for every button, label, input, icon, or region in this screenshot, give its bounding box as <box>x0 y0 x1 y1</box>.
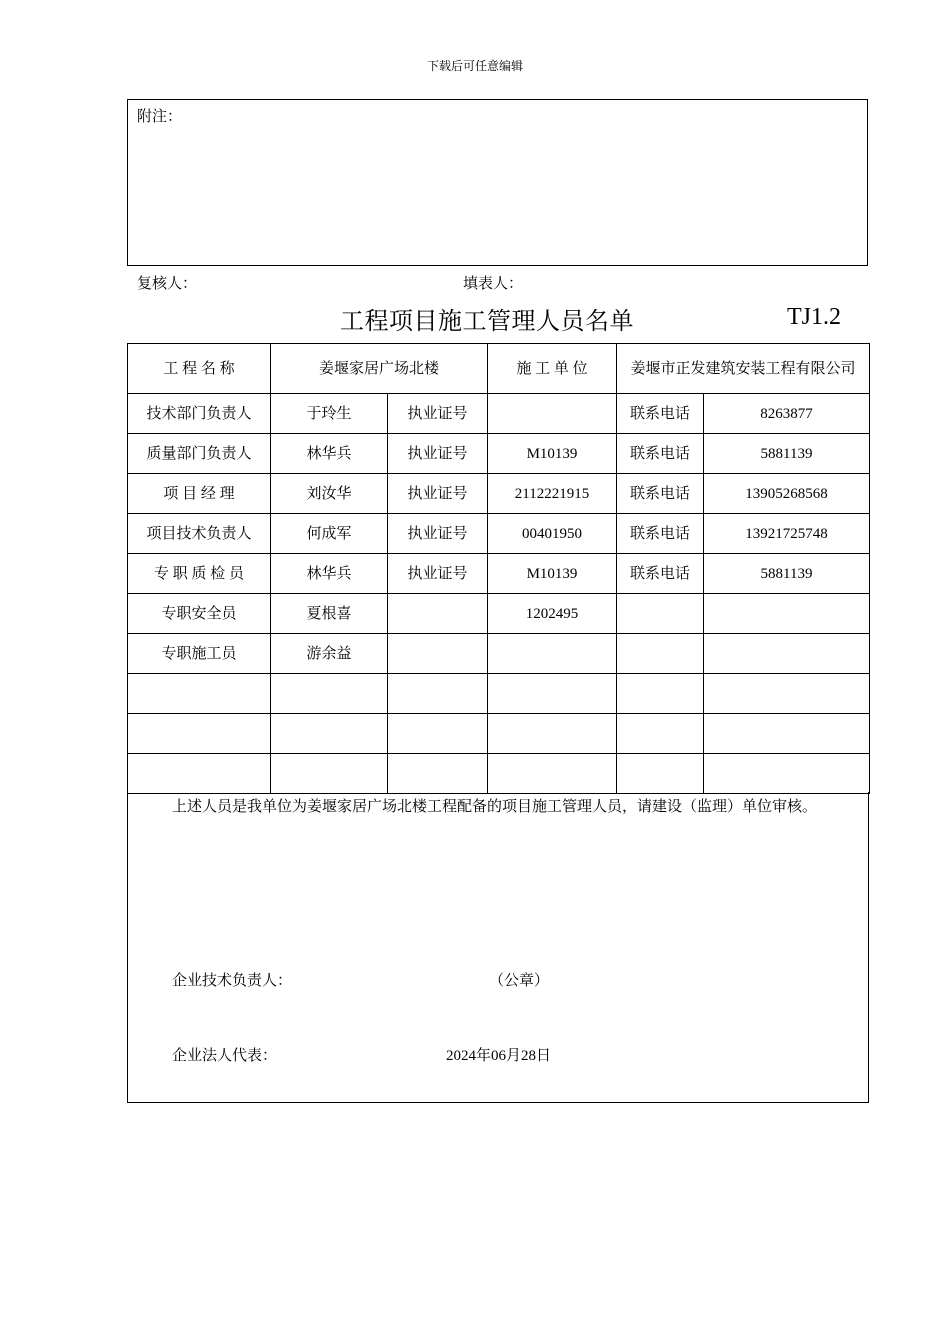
seal-label: （公章） <box>489 973 550 989</box>
phone-label-cell <box>617 754 704 794</box>
phone-label-cell <box>617 594 704 634</box>
phone-label-cell <box>617 674 704 714</box>
reviewer-label: 复核人： <box>137 276 198 292</box>
statement-box <box>127 792 869 1103</box>
table-row <box>128 394 870 434</box>
phone-label-cell: 联系电话 <box>617 434 704 474</box>
form-code: TJ1.2 <box>787 304 841 330</box>
role-cell: 项 目 经 理 <box>128 474 271 514</box>
name-cell: 林华兵 <box>271 434 388 474</box>
page-title: 工程项目施工管理人员名单 <box>340 309 634 335</box>
role-cell: 专 职 质 检 员 <box>128 554 271 594</box>
table-row <box>128 554 870 594</box>
cert-label-cell: 执业证号 <box>388 554 488 594</box>
cert-label-cell <box>388 674 488 714</box>
cert-number-cell <box>488 674 617 714</box>
table-row <box>128 594 870 634</box>
cert-number-cell <box>488 714 617 754</box>
cert-number-cell: 2112221915 <box>488 474 617 514</box>
phone-cell <box>704 634 870 674</box>
cert-number-cell <box>488 634 617 674</box>
cert-number-cell: M10139 <box>488 554 617 594</box>
signing-date: 2024年06月28日 <box>446 1048 552 1064</box>
cert-label-cell <box>388 594 488 634</box>
table-row <box>128 714 870 754</box>
phone-label-cell <box>617 634 704 674</box>
phone-cell <box>704 594 870 634</box>
role-cell: 专职安全员 <box>128 594 271 634</box>
table-row <box>128 674 870 714</box>
table-row <box>128 634 870 674</box>
notes-box <box>127 99 868 266</box>
phone-cell <box>704 754 870 794</box>
cert-label-cell <box>388 754 488 794</box>
cert-number-cell: 00401950 <box>488 514 617 554</box>
table-row <box>128 474 870 514</box>
project-name-label: 工 程 名 称 <box>128 344 271 394</box>
filler-label: 填表人： <box>463 276 524 292</box>
construction-unit-label: 施 工 单 位 <box>488 344 617 394</box>
cert-label-cell: 执业证号 <box>388 394 488 434</box>
header-note: 下载后可任意编辑 <box>426 59 523 73</box>
role-cell <box>128 754 271 794</box>
name-cell: 刘汝华 <box>271 474 388 514</box>
phone-cell: 5881139 <box>704 554 870 594</box>
phone-label-cell: 联系电话 <box>617 394 704 434</box>
personnel-table <box>127 343 870 794</box>
phone-cell: 5881139 <box>704 434 870 474</box>
phone-label-cell: 联系电话 <box>617 554 704 594</box>
table-row <box>128 434 870 474</box>
cert-label-cell <box>388 634 488 674</box>
role-cell: 专职施工员 <box>128 634 271 674</box>
name-cell: 游余益 <box>271 634 388 674</box>
cert-number-cell <box>488 754 617 794</box>
cert-label-cell: 执业证号 <box>388 474 488 514</box>
cert-number-cell <box>488 394 617 434</box>
role-cell <box>128 674 271 714</box>
name-cell <box>271 674 388 714</box>
project-row <box>128 344 870 394</box>
phone-cell <box>704 714 870 754</box>
table-row <box>128 514 870 554</box>
name-cell: 何成军 <box>271 514 388 554</box>
name-cell <box>271 714 388 754</box>
name-cell: 夏根喜 <box>271 594 388 634</box>
phone-label-cell <box>617 714 704 754</box>
legal-rep-label: 企业法人代表： <box>172 1048 278 1064</box>
cert-label-cell: 执业证号 <box>388 514 488 554</box>
construction-unit-value: 姜堰市正发建筑安装工程有限公司 <box>617 344 870 394</box>
role-cell: 质量部门负责人 <box>128 434 271 474</box>
phone-label-cell: 联系电话 <box>617 514 704 554</box>
phone-label-cell: 联系电话 <box>617 474 704 514</box>
phone-cell: 13905268568 <box>704 474 870 514</box>
cert-number-cell: M10139 <box>488 434 617 474</box>
cert-label-cell <box>388 714 488 754</box>
statement-text: 上述人员是我单位为姜堰家居广场北楼工程配备的项目施工管理人员，请建设（监理）单位审核。 <box>172 799 818 815</box>
phone-cell <box>704 674 870 714</box>
project-name-value: 姜堰家居广场北楼 <box>271 344 488 394</box>
cert-number-cell: 1202495 <box>488 594 617 634</box>
phone-cell: 13921725748 <box>704 514 870 554</box>
notes-label: 附注： <box>137 109 183 125</box>
cert-label-cell: 执业证号 <box>388 434 488 474</box>
name-cell: 林华兵 <box>271 554 388 594</box>
name-cell: 于玲生 <box>271 394 388 434</box>
table-row <box>128 754 870 794</box>
tech-lead-label: 企业技术负责人： <box>172 973 293 989</box>
role-cell: 项目技术负责人 <box>128 514 271 554</box>
phone-cell: 8263877 <box>704 394 870 434</box>
role-cell: 技术部门负责人 <box>128 394 271 434</box>
name-cell <box>271 754 388 794</box>
role-cell <box>128 714 271 754</box>
